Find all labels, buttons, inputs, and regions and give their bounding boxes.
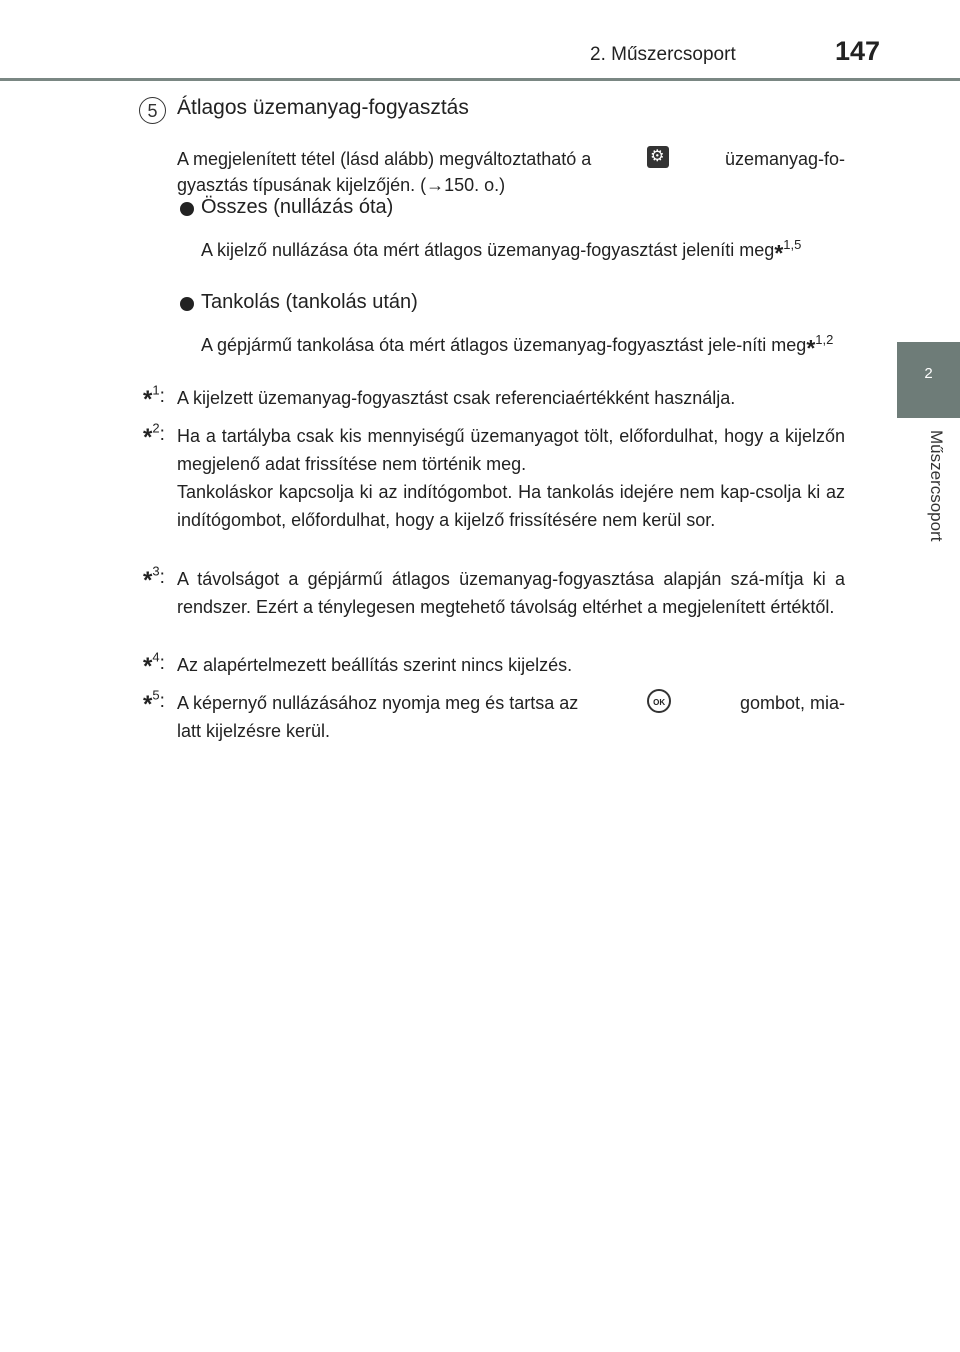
item-intro-text-a: A megjelenített tétel (lásd alább) megváltoztatható a <box>177 149 592 169</box>
ok-button-icon: OK <box>647 689 671 713</box>
note-text-2-a: Ha a tartályba csak kis mennyiségű üzemanyagot tölt, előfordulhat, hogy a kijelzőn megjelenő adat frissítése nem történik meg. <box>177 426 845 474</box>
note-text-5-line2: latt kijelzésre kerül. <box>177 721 331 741</box>
note-marker-2: *$^2$: <box>143 420 165 451</box>
note-text-5 <box>177 689 845 745</box>
item-intro-line1 <box>177 146 845 172</box>
note-number: 2 <box>152 420 160 436</box>
note-marker-1: *$^1$: <box>143 382 165 413</box>
note-text-5-a: A képernyő nullázásához nyomja meg és tartsa az <box>177 693 579 713</box>
note-number: 1 <box>152 382 160 398</box>
chapter-side-label-text: Műszercsoport <box>927 430 946 542</box>
note-marker-4: *$^4$: <box>143 649 165 680</box>
note-text-2 <box>177 422 845 534</box>
item-marker: 5 <box>139 97 166 124</box>
footnote-star: * <box>774 240 784 266</box>
settings-gear-icon <box>647 146 669 168</box>
running-header-section: 2. Műszercsoport <box>590 44 736 65</box>
footnote-refs: 1,2 <box>815 332 834 347</box>
note-number: 5 <box>152 687 160 703</box>
note-text-2-b: Tankoláskor kapcsolja ki az indítógombot. Ha tankolás idejére nem kap-csolja ki az indítógombot, előfordulhat, hogy a kijelző frissítésére nem kerül sor. <box>177 482 845 530</box>
bullet-dot-icon <box>180 297 194 311</box>
option-title-1: Összes (nullázás óta) <box>201 196 394 218</box>
page-number: 147 <box>835 36 881 66</box>
note-text-5-line1 <box>177 689 845 717</box>
note-marker-3: *$^3$: <box>143 563 165 594</box>
note-star: * <box>143 653 153 680</box>
note-text-1: A kijelzett üzemanyag-fogyasztást csak referenciaértékként használja. <box>177 388 736 408</box>
chapter-tab: 2 <box>897 342 960 418</box>
option-text-2-body: A gépjármű tankolása óta mért átlagos üzemanyag-fogyasztást jele-níti meg <box>201 335 807 355</box>
item-title: Átlagos üzemanyag-fogyasztás <box>177 96 469 119</box>
note-marker-5: *$^5$: <box>143 687 165 718</box>
footnote-refs: 1,5 <box>783 237 802 252</box>
note-text-3: A távolságot a gépjármű átlagos üzemanyag-fogyasztása alapján szá-mítja ki a rendszer. Ezért a ténylegesen megtehető távolság eltérhet a megjelenített értéktől. <box>177 569 845 617</box>
note-star: * <box>143 386 153 413</box>
note-text-5-b: gombot, mia- <box>739 693 845 713</box>
note-star: * <box>143 567 153 594</box>
option-text-1 <box>201 232 845 266</box>
note-number: 3 <box>152 563 160 579</box>
note-star: * <box>143 691 153 718</box>
note-text-4: Az alapértelmezett beállítás szerint nincs kijelzés. <box>177 655 573 675</box>
option-text-2 <box>201 327 845 361</box>
item-intro-text-b: üzemanyag-fo- <box>724 149 845 169</box>
bullet-dot-icon <box>180 202 194 216</box>
note-number: 4 <box>152 649 160 665</box>
note-star: * <box>143 424 153 451</box>
item-intro <box>177 146 845 198</box>
header-rule <box>0 78 960 81</box>
footnote-star: * <box>806 335 816 361</box>
chapter-side-label <box>928 430 948 580</box>
item-intro-line2: gyasztás típusának kijelzőjén. (→150. o.) <box>177 175 506 195</box>
option-text-1-body: A kijelző nullázása óta mért átlagos üzemanyag-fogyasztást jeleníti meg <box>201 240 775 260</box>
option-title-2: Tankolás (tankolás után) <box>201 291 418 313</box>
